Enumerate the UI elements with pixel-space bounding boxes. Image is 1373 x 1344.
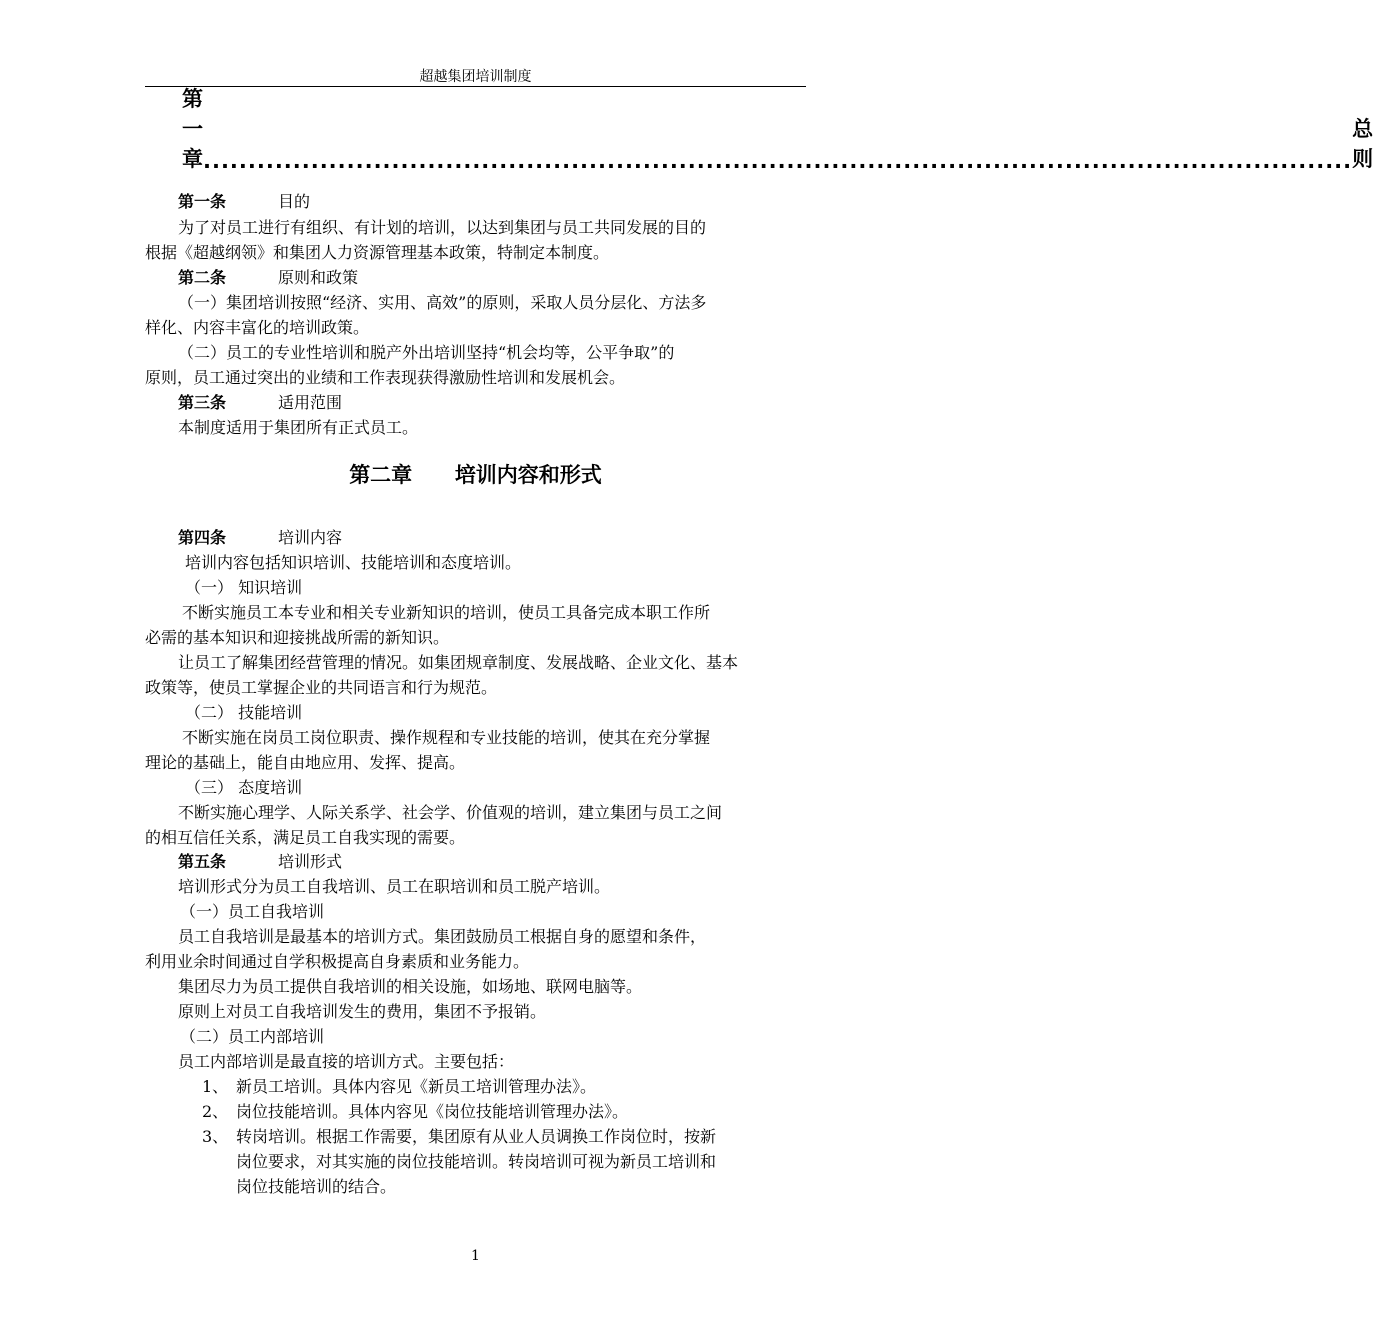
list-item: 新员工培训。具体内容见《新员工培训管理办法》。 xyxy=(236,1077,597,1096)
list-item-number: 1、 xyxy=(202,1077,229,1096)
article-1-label: 第一条 xyxy=(178,192,227,211)
chapter-1-number: 第一章 xyxy=(182,87,203,171)
paragraph: 培训形式分为员工自我培训、员工在职培训和员工脱产培训。 xyxy=(178,877,611,896)
article-1-title: 目的 xyxy=(278,192,311,211)
section-heading: （一）员工自我培训 xyxy=(180,902,325,921)
paragraph: 利用业余时间通过自学积极提高自身素质和业务能力。 xyxy=(145,952,530,971)
section-heading: （二） 技能培训 xyxy=(185,703,303,722)
paragraph: （一）集团培训按照“经济、实用、高效”的原则，采取人员分层化、方法多 xyxy=(178,293,707,312)
article-4-label: 第四条 xyxy=(178,528,227,547)
paragraph: 员工自我培训是最基本的培训方式。集团鼓励员工根据自身的愿望和条件， xyxy=(178,927,707,946)
paragraph: 不断实施心理学、人际关系学、社会学、价值观的培训，建立集团与员工之间 xyxy=(178,803,723,822)
paragraph: 样化、内容丰富化的培训政策。 xyxy=(145,318,370,337)
article-2-title: 原则和政策 xyxy=(278,268,359,287)
paragraph: （二）员工的专业性培训和脱产外出培训坚持“机会均等，公平争取”的 xyxy=(178,343,675,362)
list-item-continued: 岗位技能培训的结合。 xyxy=(236,1177,397,1196)
paragraph: 原则，员工通过突出的业绩和工作表现获得激励性培训和发展机会。 xyxy=(145,368,626,387)
paragraph: 本制度适用于集团所有正式员工。 xyxy=(178,418,419,437)
chapter-1-heading xyxy=(182,87,1373,173)
section-heading: （一） 知识培训 xyxy=(185,578,303,597)
article-5-label: 第五条 xyxy=(178,852,227,871)
paragraph: 让员工了解集团经营管理的情况。如集团规章制度、发展战略、企业文化、基本 xyxy=(178,653,739,672)
article-3-label: 第三条 xyxy=(178,393,227,412)
chapter-2-number: 第二章 xyxy=(349,463,413,487)
paragraph: 为了对员工进行有组织、有计划的培训，以达到集团与员工共同发展的目的 xyxy=(178,218,707,237)
paragraph: 培训内容包括知识培训、技能培训和态度培训。 xyxy=(185,553,522,572)
list-item: 岗位技能培训。具体内容见《岗位技能培训管理办法》。 xyxy=(236,1102,629,1121)
page-number: 1 xyxy=(471,1248,480,1264)
list-item-continued: 岗位要求，对其实施的岗位技能培训。转岗培训可视为新员工培训和 xyxy=(236,1152,717,1171)
paragraph: 集团尽力为员工提供自我培训的相关设施，如场地、联网电脑等。 xyxy=(178,977,643,996)
list-item: 转岗培训。根据工作需要，集团原有从业人员调换工作岗位时，按新 xyxy=(236,1127,717,1146)
list-item-number: 2、 xyxy=(202,1102,229,1121)
article-2-label: 第二条 xyxy=(178,268,227,287)
article-5-title: 培训形式 xyxy=(278,852,343,871)
header-rule xyxy=(145,86,806,87)
chapter-2-title: 培训内容和形式 xyxy=(454,463,602,487)
page-header-title: 超越集团培训制度 xyxy=(419,69,532,85)
section-heading: （三） 态度培训 xyxy=(185,778,303,797)
toc-leader: ................................................................................................................................ xyxy=(203,149,1353,173)
paragraph: 不断实施在岗员工岗位职责、操作规程和专业技能的培训，使其在充分掌握 xyxy=(182,728,711,747)
paragraph: 的相互信任关系，满足员工自我实现的需要。 xyxy=(145,828,466,847)
article-4-title: 培训内容 xyxy=(278,528,343,547)
chapter-2-heading xyxy=(145,459,806,489)
paragraph: 必需的基本知识和迎接挑战所需的新知识。 xyxy=(145,628,450,647)
paragraph: 根据《超越纲领》和集团人力资源管理基本政策，特制定本制度。 xyxy=(145,243,610,262)
paragraph: 员工内部培训是最直接的培训方式。主要包括： xyxy=(178,1052,515,1071)
paragraph: 不断实施员工本专业和相关专业新知识的培训，使员工具备完成本职工作所 xyxy=(182,603,711,622)
section-heading: （二）员工内部培训 xyxy=(180,1027,325,1046)
paragraph: 理论的基础上，能自由地应用、发挥、提高。 xyxy=(145,753,466,772)
article-3-title: 适用范围 xyxy=(278,393,343,412)
paragraph: 原则上对员工自我培训发生的费用，集团不予报销。 xyxy=(178,1002,547,1021)
chapter-1-title: 总则 xyxy=(1352,117,1373,171)
paragraph: 政策等，使员工掌握企业的共同语言和行为规范。 xyxy=(145,678,498,697)
list-item-number: 3、 xyxy=(202,1127,229,1146)
